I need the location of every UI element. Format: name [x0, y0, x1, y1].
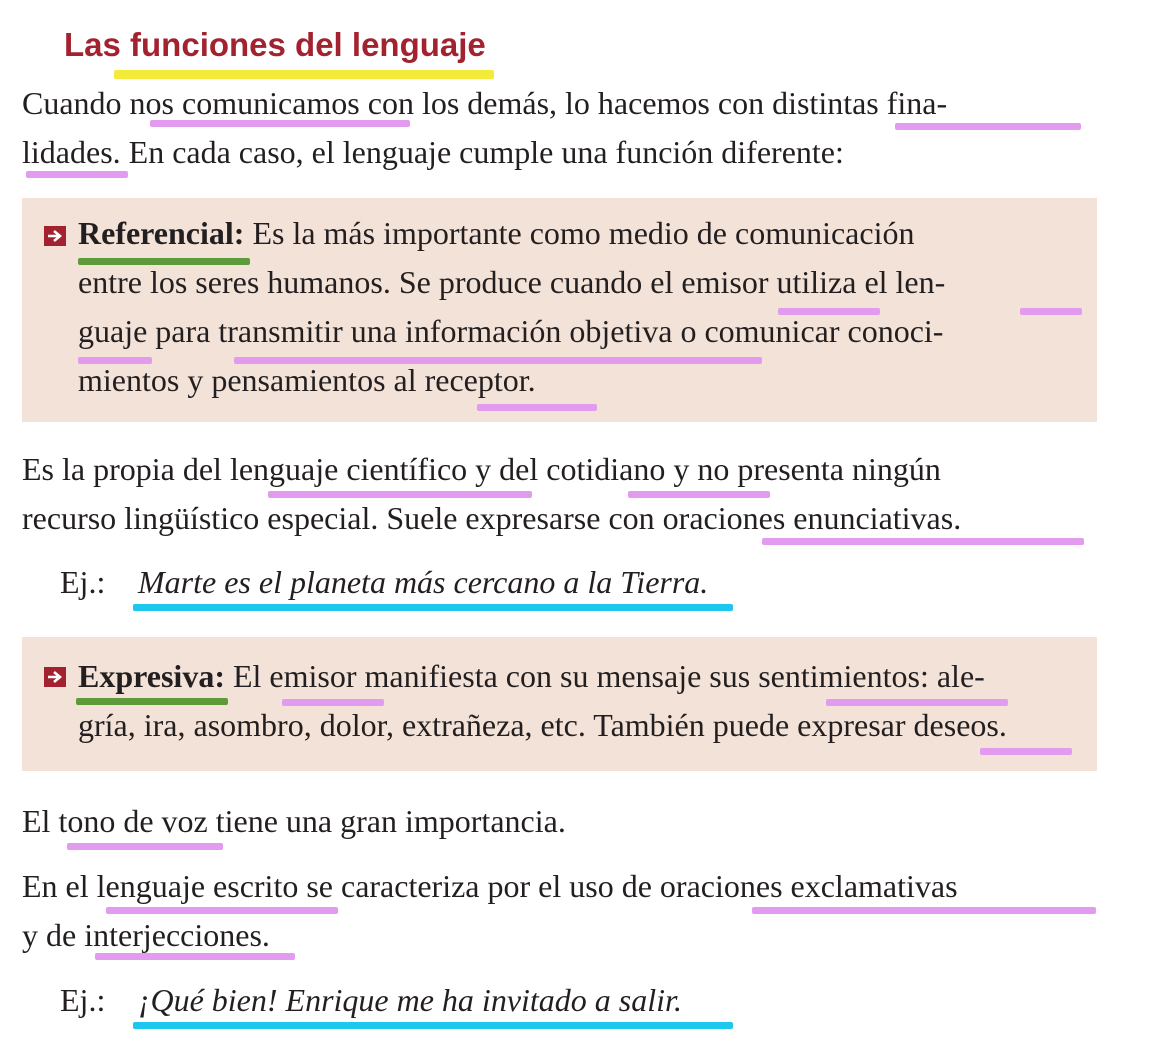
referencial-box [22, 198, 1097, 422]
arrow-right-square-icon [44, 667, 66, 687]
arrow-right-square-icon [44, 226, 66, 246]
example-1-label: Ej.: [60, 564, 106, 600]
escrito-paragraph [22, 862, 1097, 960]
intro-line-1: Cuando nos comunicamos con los demás, lo hacemos con distintas fina- [22, 85, 948, 121]
referencial-note [22, 445, 1097, 543]
example-1-text: Marte es el planeta más cercano a la Tierra. [138, 564, 709, 600]
expresiva-text [78, 652, 1082, 750]
intro-line-2: lidades. En cada caso, el lenguaje cumple una función diferente: [22, 134, 844, 170]
expresiva-box [22, 637, 1097, 771]
referencial-text [78, 209, 1082, 405]
escrito-line-1: En el lenguaje escrito se caracteriza por el uso de oraciones exclamativas [22, 868, 958, 904]
referencial-note-line-1: Es la propia del lenguaje científico y del cotidiano y no presenta ningún [22, 451, 941, 487]
example-1 [60, 562, 708, 602]
intro-paragraph [22, 79, 1097, 177]
expresiva-term: Expresiva: [78, 658, 225, 694]
example-2 [60, 980, 682, 1020]
referencial-term: Referencial: [78, 215, 245, 251]
referencial-line-2: entre los seres humanos. Se produce cuando el emisor utiliza el len- [78, 264, 946, 300]
referencial-line-4: mientos y pensamientos al receptor. [78, 362, 536, 398]
tono-paragraph: El tono de voz tiene una gran importancia. [22, 803, 566, 839]
example-2-text: ¡Qué bien! Enrique me ha invitado a salir. [138, 982, 682, 1018]
expresiva-line-2: gría, ira, asombro, dolor, extrañeza, etc. También puede expresar deseos. [78, 707, 1007, 743]
referencial-note-line-2: recurso lingüístico especial. Suele expresarse con oraciones enunciativas. [22, 500, 962, 536]
escrito-line-2: y de interjecciones. [22, 917, 270, 953]
example-1-underline [133, 604, 733, 611]
referencial-line-3: guaje para transmitir una información objetiva o comunicar conoci- [78, 313, 944, 349]
page-title: Las funciones del lenguaje [64, 26, 486, 63]
expresiva-line-1: El emisor manifiesta con su mensaje sus sentimientos: ale- [224, 658, 985, 694]
title-highlight [114, 70, 494, 79]
example-2-label: Ej.: [60, 982, 106, 1018]
example-2-underline [133, 1022, 733, 1029]
referencial-line-1: Es la más importante como medio de comunicación [244, 215, 915, 251]
underline-receptor [477, 404, 597, 411]
